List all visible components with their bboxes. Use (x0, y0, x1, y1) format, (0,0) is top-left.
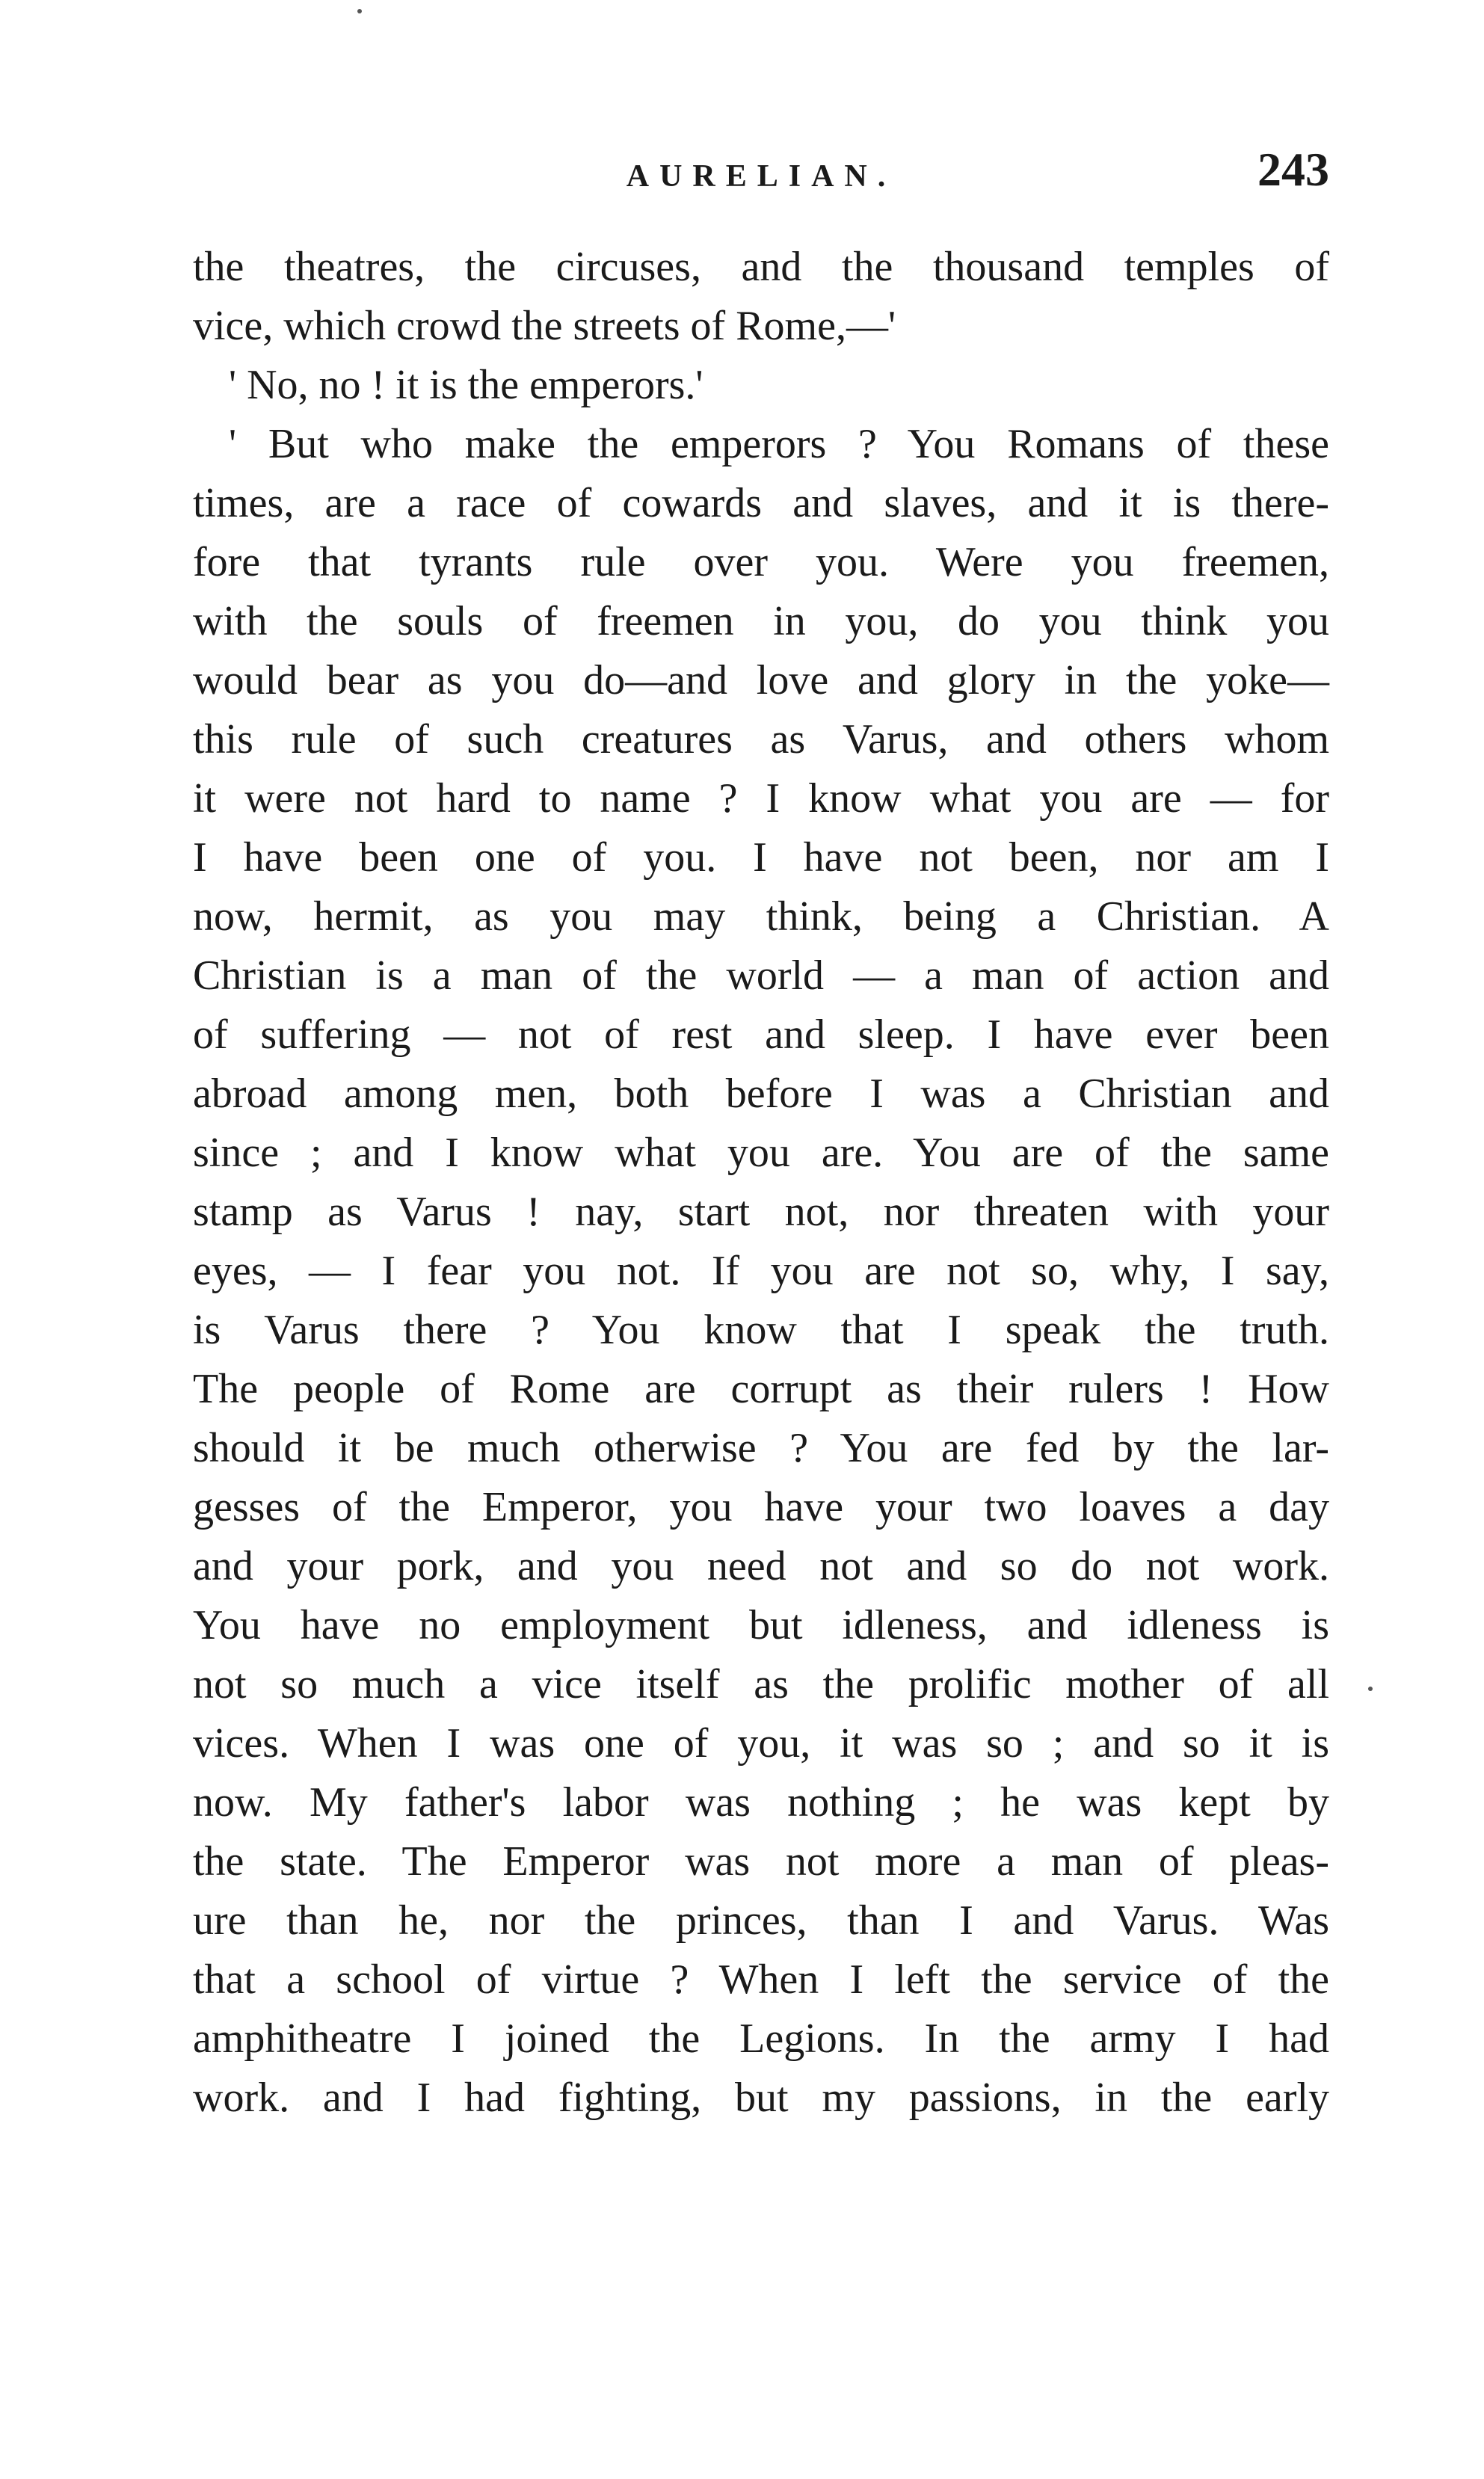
text-line: is Varus there ? You know that I speak the truth. (193, 1307, 1329, 1353)
text-line: should it be much otherwise ? You are fed by the lar- (193, 1425, 1329, 1471)
text-line: ure than he, nor the princes, than I and Varus. Was (193, 1897, 1329, 1944)
text-line: not so much a vice itself as the prolific mother of all (193, 1661, 1329, 1707)
text-line: I have been one of you. I have not been, nor am I (193, 834, 1329, 881)
text-line: now. My father's labor was nothing ; he was kept by (193, 1779, 1329, 1826)
text-line: stamp as Varus ! nay, start not, nor threaten with your (193, 1189, 1329, 1235)
text-line: since ; and I know what you are. You are of the same (193, 1130, 1329, 1176)
text-line: the theatres, the circuses, and the thousand temples of (193, 244, 1329, 290)
text-line: ' But who make the emperors ? You Romans of these (229, 421, 1329, 467)
print-speck (357, 9, 362, 13)
running-title: AURELIAN. (626, 159, 896, 194)
text-line: vices. When I was one of you, it was so ; and so it is (193, 1720, 1329, 1767)
text-line: with the souls of freemen in you, do you think you (193, 598, 1329, 644)
text-line: amphitheatre I joined the Legions. In the army I had (193, 2015, 1329, 2062)
text-line: You have no employment but idleness, and idleness is (193, 1602, 1329, 1648)
text-line: and your pork, and you need not and so do not work. (193, 1543, 1329, 1589)
text-line: fore that tyrants rule over you. Were you freemen, (193, 539, 1329, 585)
page-number: 243 (1257, 143, 1329, 196)
text-line: work. and I had fighting, but my passions, in the early (193, 2075, 1329, 2121)
running-head (193, 142, 1329, 202)
body-text (193, 238, 1329, 2128)
text-line: times, are a race of cowards and slaves, and it is there- (193, 480, 1329, 526)
text-line: would bear as you do—and love and glory in the yoke— (193, 657, 1329, 703)
text-line: now, hermit, as you may think, being a Christian. A (193, 893, 1329, 940)
text-line: ' No, no ! it is the emperors.' (229, 362, 703, 408)
text-line: the state. The Emperor was not more a man of pleas- (193, 1838, 1329, 1885)
text-line: eyes, — I fear you not. If you are not so, why, I say, (193, 1248, 1329, 1294)
text-line: it were not hard to name ? I know what you are — for (193, 775, 1329, 822)
text-line: of suffering — not of rest and sleep. I have ever been (193, 1011, 1329, 1058)
print-speck (1368, 1687, 1373, 1691)
text-line: gesses of the Emperor, you have your two loaves a day (193, 1484, 1329, 1530)
text-line: this rule of such creatures as Varus, and others whom (193, 716, 1329, 763)
text-line: Christian is a man of the world — a man of action and (193, 952, 1329, 999)
text-line: vice, which crowd the streets of Rome,—' (193, 303, 896, 349)
text-line: abroad among men, both before I was a Christian and (193, 1071, 1329, 1117)
text-line: that a school of virtue ? When I left the service of the (193, 1956, 1329, 2003)
text-line: The people of Rome are corrupt as their rulers ! How (193, 1366, 1329, 1412)
